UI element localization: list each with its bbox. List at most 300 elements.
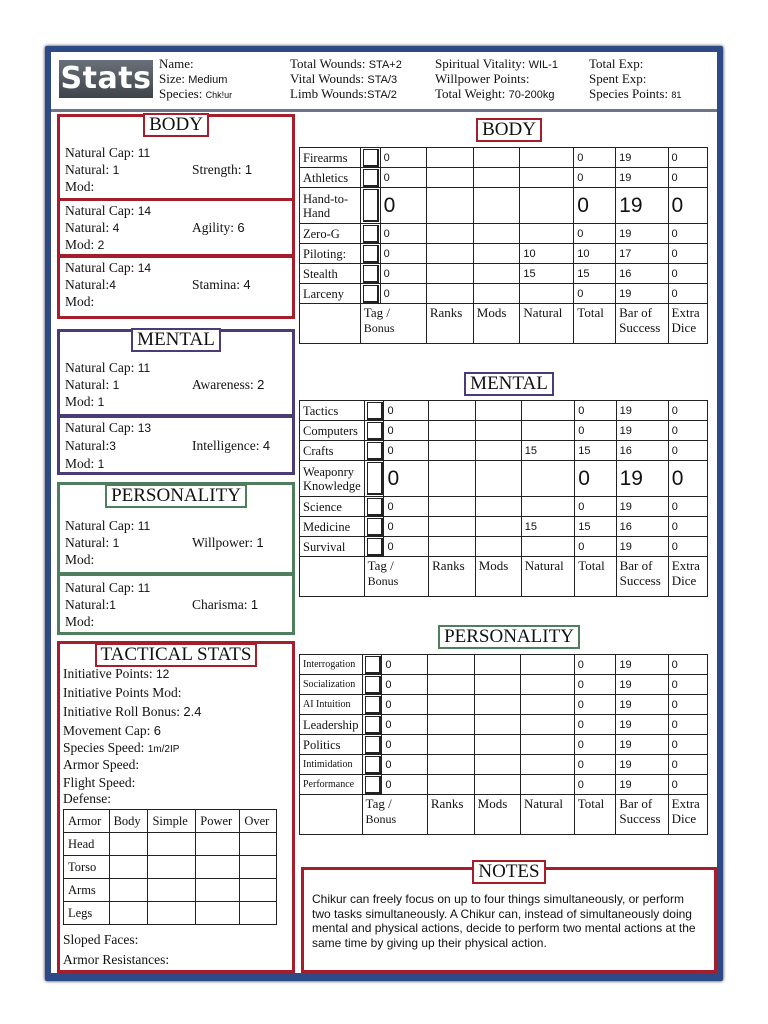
skill-checkbox-cell[interactable] (364, 497, 384, 517)
armor-cell[interactable] (148, 856, 196, 879)
armor-row-label: Arms (64, 879, 110, 902)
skill-tag-bonus[interactable]: 0 (384, 517, 429, 537)
skill-ranks[interactable] (426, 148, 473, 168)
skill-mods[interactable] (473, 188, 520, 224)
skill-checkbox-cell[interactable] (360, 188, 380, 224)
skill-mods[interactable] (475, 517, 521, 537)
skill-natural[interactable] (521, 655, 575, 675)
skill-total: 0 (574, 224, 616, 244)
skill-mods[interactable] (475, 421, 521, 441)
personality-box-charisma (57, 573, 295, 635)
skill-checkbox-cell[interactable] (362, 695, 382, 715)
skill-mods[interactable] (475, 401, 521, 421)
skill-natural[interactable] (521, 775, 575, 795)
armor-cell[interactable] (196, 879, 240, 902)
skill-natural[interactable] (520, 148, 574, 168)
mental-title: MENTAL (60, 328, 292, 352)
skill-natural[interactable]: 15 (520, 264, 574, 284)
skill-tag-bonus[interactable]: 0 (382, 655, 427, 675)
skill-total: 10 (574, 244, 616, 264)
notes-text: Chikur can freely focus on up to four things simultaneously, or perform two tasks simultaneously. A Chikur can, instead of simultaneously doing mental and physical actions, decide to perform two mental actions at the same time by giving up their physical action. (312, 892, 696, 950)
skill-checkbox-cell[interactable] (364, 537, 384, 557)
skill-name: Computers (303, 423, 358, 438)
skill-total: 15 (574, 264, 616, 284)
skill-mods[interactable] (474, 695, 520, 715)
armor-table (63, 809, 277, 925)
skill-checkbox-cell[interactable] (362, 655, 382, 675)
intelligence-natural: Natural:3 (65, 438, 116, 453)
skill-name-cell (300, 148, 361, 168)
skill-name-cell (300, 421, 365, 441)
skill-row (300, 695, 708, 715)
armor-cell[interactable] (240, 833, 277, 856)
skill-natural[interactable] (520, 284, 574, 304)
personality-title-left: PERSONALITY (60, 484, 292, 508)
skill-checkbox-cell[interactable] (364, 441, 384, 461)
skill-tag-bonus[interactable]: 0 (384, 441, 429, 461)
body-box-stamina (57, 255, 295, 319)
skill-checkbox-cell[interactable] (360, 264, 380, 284)
skill-ranks[interactable] (427, 755, 474, 775)
skill-ranks[interactable] (426, 284, 473, 304)
skill-total: 0 (574, 284, 616, 304)
col-mods: Mods (475, 557, 521, 597)
armor-row-legs (64, 902, 277, 925)
skill-name-cell (300, 401, 365, 421)
skill-name: Piloting: (303, 246, 347, 261)
initiative-points-mod: Initiative Points Mod: (63, 685, 182, 700)
skill-mods[interactable] (473, 168, 520, 188)
skill-ranks[interactable] (429, 401, 476, 421)
skill-mods[interactable] (475, 461, 521, 497)
skill-name: Weaponry (303, 464, 355, 479)
skill-name: Survival (303, 539, 346, 554)
skill-total: 0 (574, 715, 616, 735)
skill-natural[interactable]: 15 (521, 441, 574, 461)
species-speed: Species Speed: 1m/2IP (63, 740, 180, 755)
skill-bar-of-success: 19 (616, 695, 668, 715)
size-field[interactable]: Size: Medium (159, 71, 228, 86)
spiritual-vitality-field[interactable]: Spiritual Vitality: WIL-1 (435, 56, 558, 71)
skill-checkbox-cell[interactable] (362, 675, 382, 695)
skill-natural[interactable] (521, 461, 574, 497)
col-extra-dice: Extra Dice (668, 795, 707, 835)
skill-name: Larceny (303, 286, 344, 301)
skill-checkbox-cell[interactable] (364, 461, 384, 497)
skill-tag-bonus[interactable]: 0 (382, 755, 427, 775)
stamina-mod: Mod: (65, 294, 95, 309)
skill-name-cell (300, 695, 363, 715)
skill-bar-of-success: 19 (616, 775, 668, 795)
skill-tag-checkbox[interactable] (367, 442, 383, 460)
body-box-strength (57, 114, 295, 202)
skill-checkbox-cell[interactable] (364, 517, 384, 537)
skill-extra-dice: 0 (668, 401, 707, 421)
skill-mods[interactable] (474, 775, 520, 795)
sheet-inner (51, 52, 717, 973)
armor-col-body: Body (109, 810, 148, 833)
skill-ranks[interactable] (429, 421, 476, 441)
notes-box (301, 861, 717, 973)
skill-row (300, 441, 708, 461)
skill-name-cell (300, 537, 365, 557)
skill-tag-checkbox[interactable] (363, 265, 379, 283)
skill-checkbox-cell[interactable] (362, 735, 382, 755)
skill-bar-of-success: 17 (616, 244, 668, 264)
skill-mods[interactable] (473, 224, 520, 244)
skill-tag-bonus[interactable]: 0 (380, 188, 426, 224)
skill-checkbox-cell[interactable] (362, 755, 382, 775)
skill-ranks[interactable] (427, 695, 474, 715)
skill-tag-bonus[interactable]: 0 (382, 735, 427, 755)
skill-name: Crafts (303, 443, 334, 458)
skill-total: 0 (574, 675, 616, 695)
spent-exp-field[interactable]: Spent Exp: (589, 71, 647, 86)
agility-cap: Natural Cap: 14 (65, 203, 152, 218)
skill-natural[interactable] (521, 421, 574, 441)
skill-name-line2: Knowledge (303, 478, 361, 493)
personality-box-willpower (57, 482, 295, 575)
armor-cell[interactable] (240, 879, 277, 902)
skill-natural[interactable]: 10 (520, 244, 574, 264)
skill-ranks[interactable] (427, 715, 474, 735)
skill-name: Medicine (303, 519, 351, 534)
body-box-agility (57, 198, 295, 257)
skill-extra-dice: 0 (668, 715, 707, 735)
skill-name: Socialization (303, 678, 356, 690)
skill-bar-of-success: 19 (616, 537, 668, 557)
species-field[interactable]: Species: Chk!ur (159, 86, 233, 101)
species-points-field[interactable]: Species Points: 81 (589, 86, 682, 101)
skill-name-cell (300, 775, 363, 795)
skill-total: 0 (574, 148, 616, 168)
skill-bar-of-success: 19 (616, 675, 668, 695)
skill-tag-checkbox[interactable] (365, 696, 381, 714)
skill-tag-checkbox[interactable] (367, 402, 383, 420)
armor-row-label: Head (64, 833, 110, 856)
skill-checkbox-cell[interactable] (360, 284, 380, 304)
skill-tag-checkbox[interactable] (363, 285, 379, 303)
skill-tag-checkbox[interactable] (363, 245, 379, 263)
skill-natural[interactable] (521, 715, 575, 735)
skill-tag-bonus[interactable]: 0 (384, 421, 429, 441)
skill-tag-bonus[interactable]: 0 (384, 497, 429, 517)
armor-cell[interactable] (109, 833, 148, 856)
skill-extra-dice: 0 (668, 264, 707, 284)
skill-tag-bonus[interactable]: 0 (380, 264, 426, 284)
skill-mods[interactable] (473, 244, 520, 264)
skill-natural[interactable] (521, 401, 574, 421)
armor-speed: Armor Speed: (63, 757, 140, 772)
skill-checkbox-cell[interactable] (362, 715, 382, 735)
skill-tag-bonus[interactable]: 0 (384, 461, 429, 497)
skill-tag-checkbox[interactable] (363, 189, 379, 222)
armor-cell[interactable] (109, 856, 148, 879)
skill-tag-checkbox[interactable] (367, 422, 383, 440)
skill-checkbox-cell[interactable] (364, 421, 384, 441)
sloped-faces: Sloped Faces: (63, 932, 139, 947)
skill-bar-of-success: 16 (616, 441, 668, 461)
skill-total: 0 (574, 775, 616, 795)
skill-total: 0 (575, 461, 616, 497)
skill-extra-dice: 0 (668, 517, 707, 537)
skill-mods[interactable] (474, 755, 520, 775)
skill-extra-dice: 0 (668, 148, 707, 168)
skill-bar-of-success: 19 (616, 655, 668, 675)
skill-natural[interactable]: 15 (521, 517, 574, 537)
skill-extra-dice: 0 (668, 244, 707, 264)
skill-mods[interactable] (473, 148, 520, 168)
skill-natural[interactable] (521, 497, 574, 517)
willpower-cap: Natural Cap: 11 (65, 518, 151, 533)
skill-total: 0 (575, 421, 616, 441)
charisma-value: Charisma: 1 (192, 597, 259, 612)
skill-tag-bonus[interactable]: 0 (384, 537, 429, 557)
col-tag-bonus: Tag / Bonus (360, 304, 426, 344)
skill-bar-of-success: 19 (616, 755, 668, 775)
total-weight-field[interactable]: Total Weight: 70-200kg (435, 86, 555, 101)
col-bar-of-success: Bar of Success (616, 304, 668, 344)
character-sheet (45, 46, 723, 981)
skill-checkbox-cell[interactable] (362, 775, 382, 795)
skill-tag-bonus[interactable]: 0 (384, 401, 429, 421)
skill-row (300, 224, 708, 244)
armor-row-label: Legs (64, 902, 110, 925)
skill-mods[interactable] (474, 675, 520, 695)
skill-tag-checkbox[interactable] (363, 169, 379, 187)
col-natural: Natural (521, 795, 575, 835)
skill-mods[interactable] (474, 735, 520, 755)
col-tag-bonus: Tag / Bonus (362, 795, 427, 835)
skill-tag-checkbox[interactable] (365, 656, 381, 674)
intelligence-value: Intelligence: 4 (192, 438, 271, 453)
intelligence-cap: Natural Cap: 13 (65, 420, 152, 435)
skill-tag-bonus[interactable]: 0 (380, 244, 426, 264)
skill-checkbox-cell[interactable] (360, 244, 380, 264)
skill-tag-checkbox[interactable] (367, 462, 383, 495)
skill-natural[interactable] (521, 695, 575, 715)
skill-bar-of-success: 19 (616, 168, 668, 188)
personality-skills-title: PERSONALITY (299, 625, 719, 649)
skill-tag-checkbox[interactable] (365, 756, 381, 774)
stamina-value: Stamina: 4 (192, 277, 251, 292)
movement-cap: Movement Cap: 6 (63, 723, 161, 738)
skill-ranks[interactable] (427, 735, 474, 755)
total-wounds-field[interactable]: Total Wounds: STA+2 (290, 56, 402, 71)
total-exp-field[interactable]: Total Exp: (589, 56, 644, 71)
skill-ranks[interactable] (426, 244, 473, 264)
defense-label: Defense: (63, 791, 111, 806)
col-mods: Mods (474, 795, 520, 835)
skill-tag-checkbox[interactable] (365, 716, 381, 734)
skill-extra-dice: 0 (668, 735, 707, 755)
limb-wounds-field[interactable]: Limb Wounds:STA/2 (290, 86, 397, 101)
body-skills-table (299, 147, 708, 344)
skill-checkbox-cell[interactable] (360, 168, 380, 188)
armor-cell[interactable] (196, 902, 240, 925)
skill-tag-checkbox[interactable] (365, 736, 381, 754)
armor-col-armor: Armor (64, 810, 110, 833)
skill-natural[interactable] (521, 537, 574, 557)
armor-cell[interactable] (240, 856, 277, 879)
skill-natural[interactable] (520, 168, 574, 188)
skill-extra-dice: 0 (668, 755, 707, 775)
skill-tag-checkbox[interactable] (367, 538, 383, 556)
vital-wounds-field[interactable]: Vital Wounds: STA/3 (290, 71, 398, 86)
skill-total: 0 (575, 537, 616, 557)
skill-ranks[interactable] (427, 655, 474, 675)
strength-cap: Natural Cap: 11 (65, 145, 151, 160)
skill-row (300, 461, 708, 497)
header-blank (300, 795, 363, 835)
armor-cell[interactable] (148, 833, 196, 856)
skill-bar-of-success: 19 (616, 284, 668, 304)
col-total: Total (574, 304, 616, 344)
skill-row (300, 655, 708, 675)
skill-total: 0 (574, 168, 616, 188)
armor-cell[interactable] (148, 902, 196, 925)
skill-row (300, 675, 708, 695)
skill-ranks[interactable] (427, 675, 474, 695)
skill-name-cell (300, 188, 361, 224)
strength-natural: Natural: 1 (65, 162, 120, 177)
skill-name-cell (300, 715, 363, 735)
skill-tag-bonus[interactable]: 0 (382, 675, 427, 695)
skill-ranks[interactable] (426, 168, 473, 188)
skill-tag-checkbox[interactable] (365, 676, 381, 694)
skill-tag-bonus[interactable]: 0 (380, 224, 426, 244)
stamina-cap: Natural Cap: 14 (65, 260, 152, 275)
skill-mods[interactable] (473, 264, 520, 284)
skill-header-row (300, 557, 708, 597)
skill-name-cell (300, 755, 363, 775)
skill-tag-checkbox[interactable] (365, 776, 381, 794)
tactical-title: TACTICAL STATS (60, 643, 292, 667)
skill-header-row (300, 795, 708, 835)
skill-row (300, 421, 708, 441)
skill-checkbox-cell[interactable] (360, 224, 380, 244)
skill-row (300, 188, 708, 224)
skill-row (300, 497, 708, 517)
charisma-mod: Mod: (65, 614, 95, 629)
skill-row (300, 775, 708, 795)
skill-mods[interactable] (473, 284, 520, 304)
skill-ranks[interactable] (429, 497, 476, 517)
armor-cell[interactable] (196, 833, 240, 856)
stats-logo: Stats (60, 61, 152, 96)
skill-row (300, 715, 708, 735)
skill-extra-dice: 0 (668, 497, 707, 517)
willpower-value: Willpower: 1 (192, 535, 264, 550)
skill-natural[interactable] (521, 735, 575, 755)
col-ranks: Ranks (427, 795, 474, 835)
armor-cell[interactable] (240, 902, 277, 925)
skill-natural[interactable] (521, 675, 575, 695)
skill-name: Firearms (303, 150, 348, 165)
skill-tag-checkbox[interactable] (367, 518, 383, 536)
skill-total: 0 (574, 655, 616, 675)
skill-mods[interactable] (475, 441, 521, 461)
skill-bar-of-success: 19 (616, 188, 668, 224)
skill-row (300, 517, 708, 537)
skill-row (300, 735, 708, 755)
skill-natural[interactable] (521, 755, 575, 775)
skill-header-row (300, 304, 708, 344)
skill-bar-of-success: 19 (616, 148, 668, 168)
skill-name: Athletics (303, 170, 349, 185)
armor-row-head (64, 833, 277, 856)
skill-name-cell (300, 244, 361, 264)
skill-tag-checkbox[interactable] (363, 225, 379, 243)
skill-ranks[interactable] (429, 537, 476, 557)
flight-speed: Flight Speed: (63, 775, 136, 790)
awareness-cap: Natural Cap: 11 (65, 360, 151, 375)
skill-natural[interactable] (520, 224, 574, 244)
skill-name-cell (300, 284, 361, 304)
skill-ranks[interactable] (426, 188, 473, 224)
skill-tag-bonus[interactable]: 0 (380, 168, 426, 188)
armor-cell[interactable] (148, 879, 196, 902)
skill-ranks[interactable] (426, 224, 473, 244)
armor-cell[interactable] (109, 902, 148, 925)
skill-bar-of-success: 16 (616, 264, 668, 284)
charisma-natural: Natural:1 (65, 597, 116, 612)
skill-tag-bonus[interactable]: 0 (380, 148, 426, 168)
skill-tag-bonus[interactable]: 0 (382, 775, 427, 795)
skill-mods[interactable] (474, 655, 520, 675)
armor-cell[interactable] (109, 879, 148, 902)
skill-row (300, 537, 708, 557)
skill-name-line2: Hand (303, 205, 331, 220)
col-bar-of-success: Bar of Success (616, 557, 668, 597)
skill-tag-bonus[interactable]: 0 (382, 715, 427, 735)
skill-mods[interactable] (474, 715, 520, 735)
armor-cell[interactable] (196, 856, 240, 879)
skill-tag-bonus[interactable]: 0 (380, 284, 426, 304)
skill-extra-dice: 0 (668, 284, 707, 304)
name-field[interactable]: Name: (159, 56, 194, 71)
willpower-points-field[interactable]: Willpower Points: (435, 71, 530, 86)
skill-name-cell (300, 441, 365, 461)
skill-name: AI Intuition (303, 698, 351, 710)
skill-mods[interactable] (475, 537, 521, 557)
col-mods: Mods (473, 304, 520, 344)
skill-ranks[interactable] (427, 775, 474, 795)
skill-bar-of-success: 19 (616, 401, 668, 421)
skill-ranks[interactable] (426, 264, 473, 284)
skill-checkbox-cell[interactable] (360, 148, 380, 168)
armor-resistances: Armor Resistances: (63, 952, 170, 967)
skill-total: 0 (574, 695, 616, 715)
skill-name-cell (300, 224, 361, 244)
armor-row-torso (64, 856, 277, 879)
skill-checkbox-cell[interactable] (364, 401, 384, 421)
skill-ranks[interactable] (429, 517, 476, 537)
skill-tag-checkbox[interactable] (363, 149, 379, 167)
col-natural: Natural (520, 304, 574, 344)
skill-name: Tactics (303, 403, 339, 418)
skill-name: Zero-G (303, 226, 340, 241)
skill-natural[interactable] (520, 188, 574, 224)
skill-tag-bonus[interactable]: 0 (382, 695, 427, 715)
skill-ranks[interactable] (429, 441, 476, 461)
skill-name: Interrogation (303, 658, 356, 670)
skill-tag-checkbox[interactable] (367, 498, 383, 516)
skill-bar-of-success: 19 (616, 224, 668, 244)
skill-mods[interactable] (475, 497, 521, 517)
skill-ranks[interactable] (429, 461, 476, 497)
col-extra-dice: Extra Dice (668, 557, 707, 597)
